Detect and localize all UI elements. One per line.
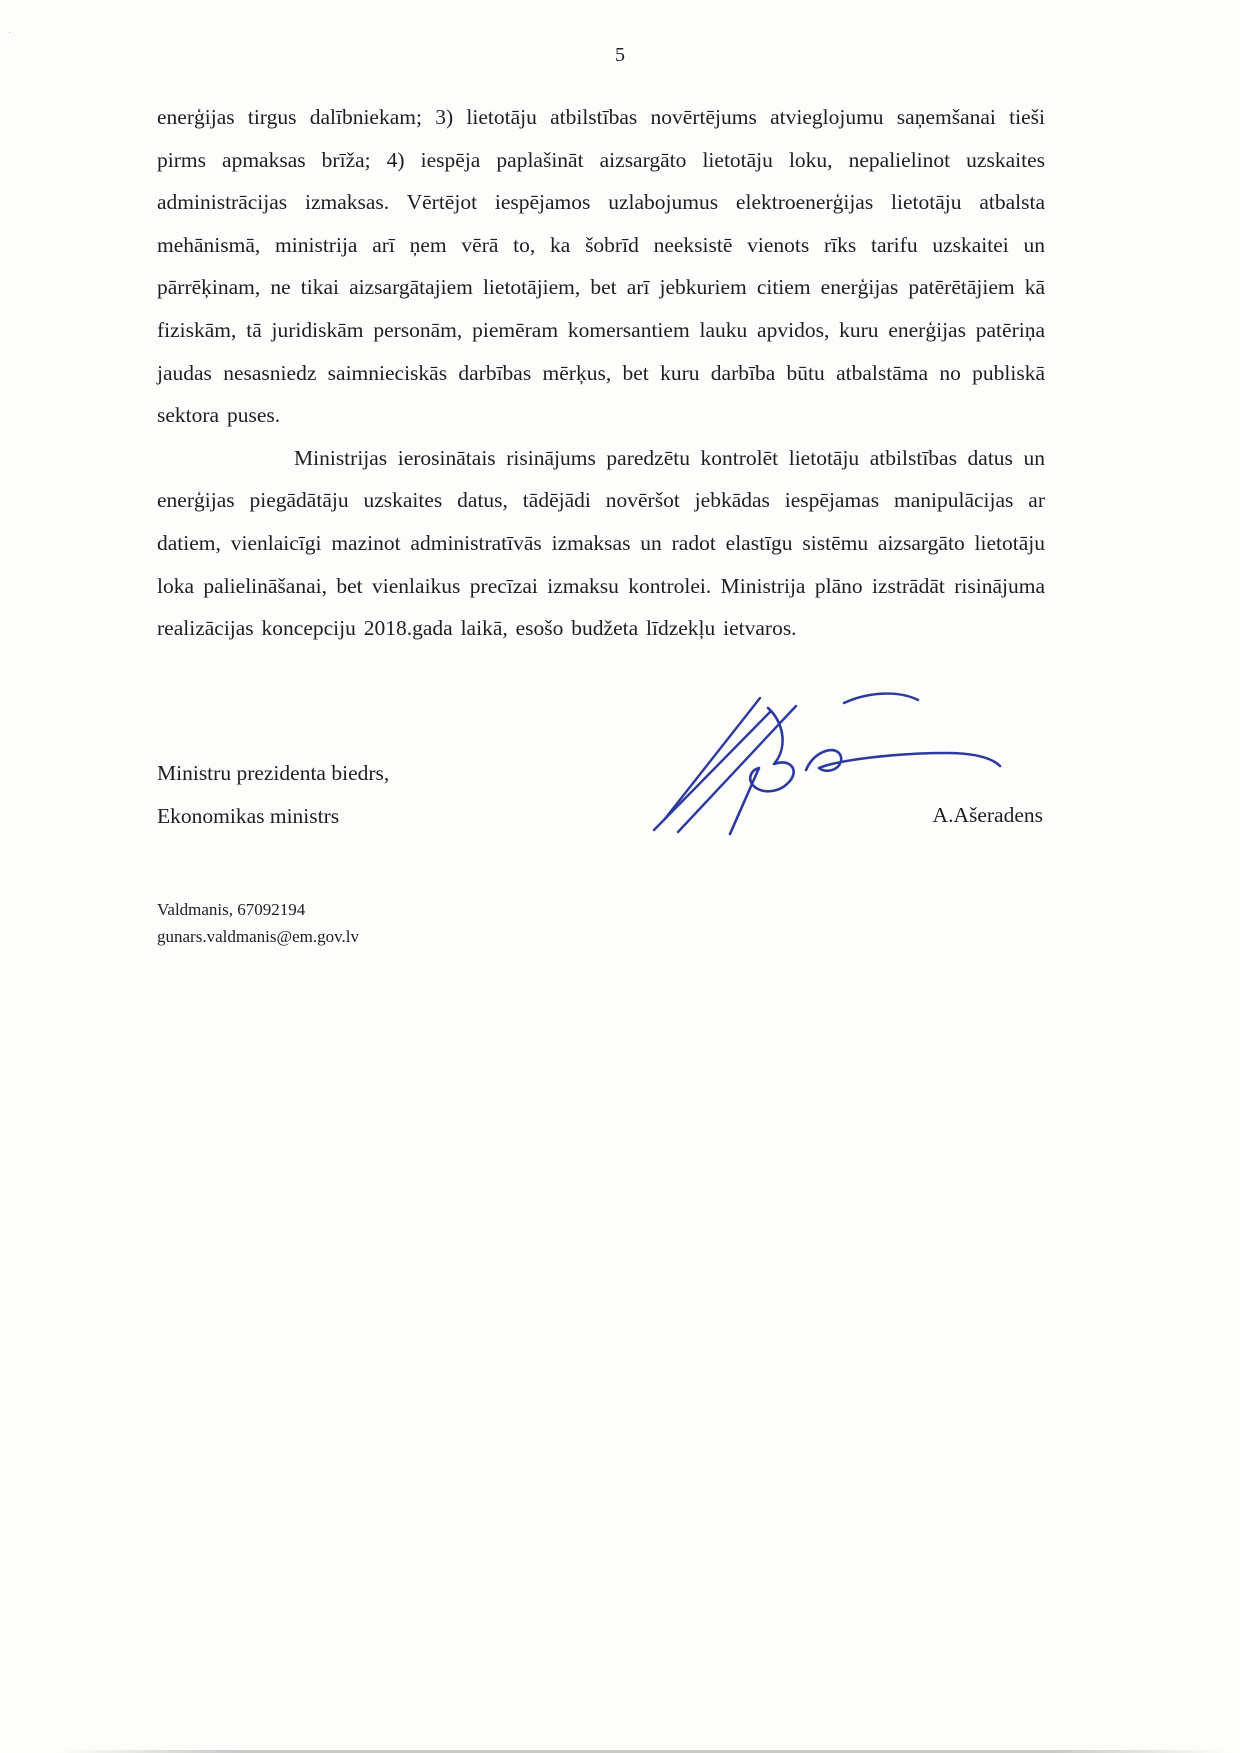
- page-number: 5: [615, 44, 625, 66]
- contact-block: [157, 896, 359, 950]
- document-body: [157, 96, 1045, 650]
- signatory-name: A.Ašeradens: [932, 803, 1043, 827]
- body-paragraph-1: enerģijas tirgus dalībniekam; 3) lietotāju atbilstības novērtējums atvieglojumu saņemšanai tieši pirms apmaksas brīža; 4) iespēja paplašināt aizsargāto lietotāju loku, nepalielinot uzskaites administrācijas izmaksas. Vērtējot iespējamos uzlabojumus elektroenerģijas lietotāju atbalsta mehānismā, ministrija arī ņem vērā to, ka šobrīd neeksistē vienots rīks tarifu uzskaitei un pārrēķinam, ne tikai aizsargātajiem lietotājiem, bet arī jebkuriem citiem enerģijas patērētājiem kā fiziskām, tā juridiskām personām, piemēram komersantiem lauku apvidos, kuru enerģijas patēriņa jaudas nesasniedz saimnieciskās darbības mērķus, bet kuru darbība būtu atbalstāma no publiskā sektora puses.: [157, 105, 1045, 428]
- contact-email: gunars.valdmanis@em.gov.lv: [157, 927, 359, 946]
- scan-artifact: ·: [8, 28, 12, 39]
- signatory-title-block: [157, 752, 389, 838]
- signatory-title-line-1: Ministru prezidenta biedrs,: [157, 761, 390, 785]
- signatory-title-line-2: Ekonomikas ministrs: [157, 804, 340, 828]
- body-paragraph-2: Ministrijas ierosinātais risinājums paredzētu kontrolēt lietotāju atbilstības datus un enerģijas piegādātāju uzskaites datus, tādējādi novēršot jebkādas iespējamas manipulācijas ar datiem, vienlaicīgi mazinot administratīvās izmaksas un radot elastīgu sistēmu aizsargāto lietotāju loka palielināšanai, bet vienlaikus precīzai izmaksu kontrolei. Ministrija plāno izstrādāt risinājuma realizācijas koncepciju 2018.gada laikā, esošo budžeta līdzekļu ietvaros.: [157, 445, 1045, 641]
- contact-person-phone: Valdmanis, 67092194: [157, 900, 306, 919]
